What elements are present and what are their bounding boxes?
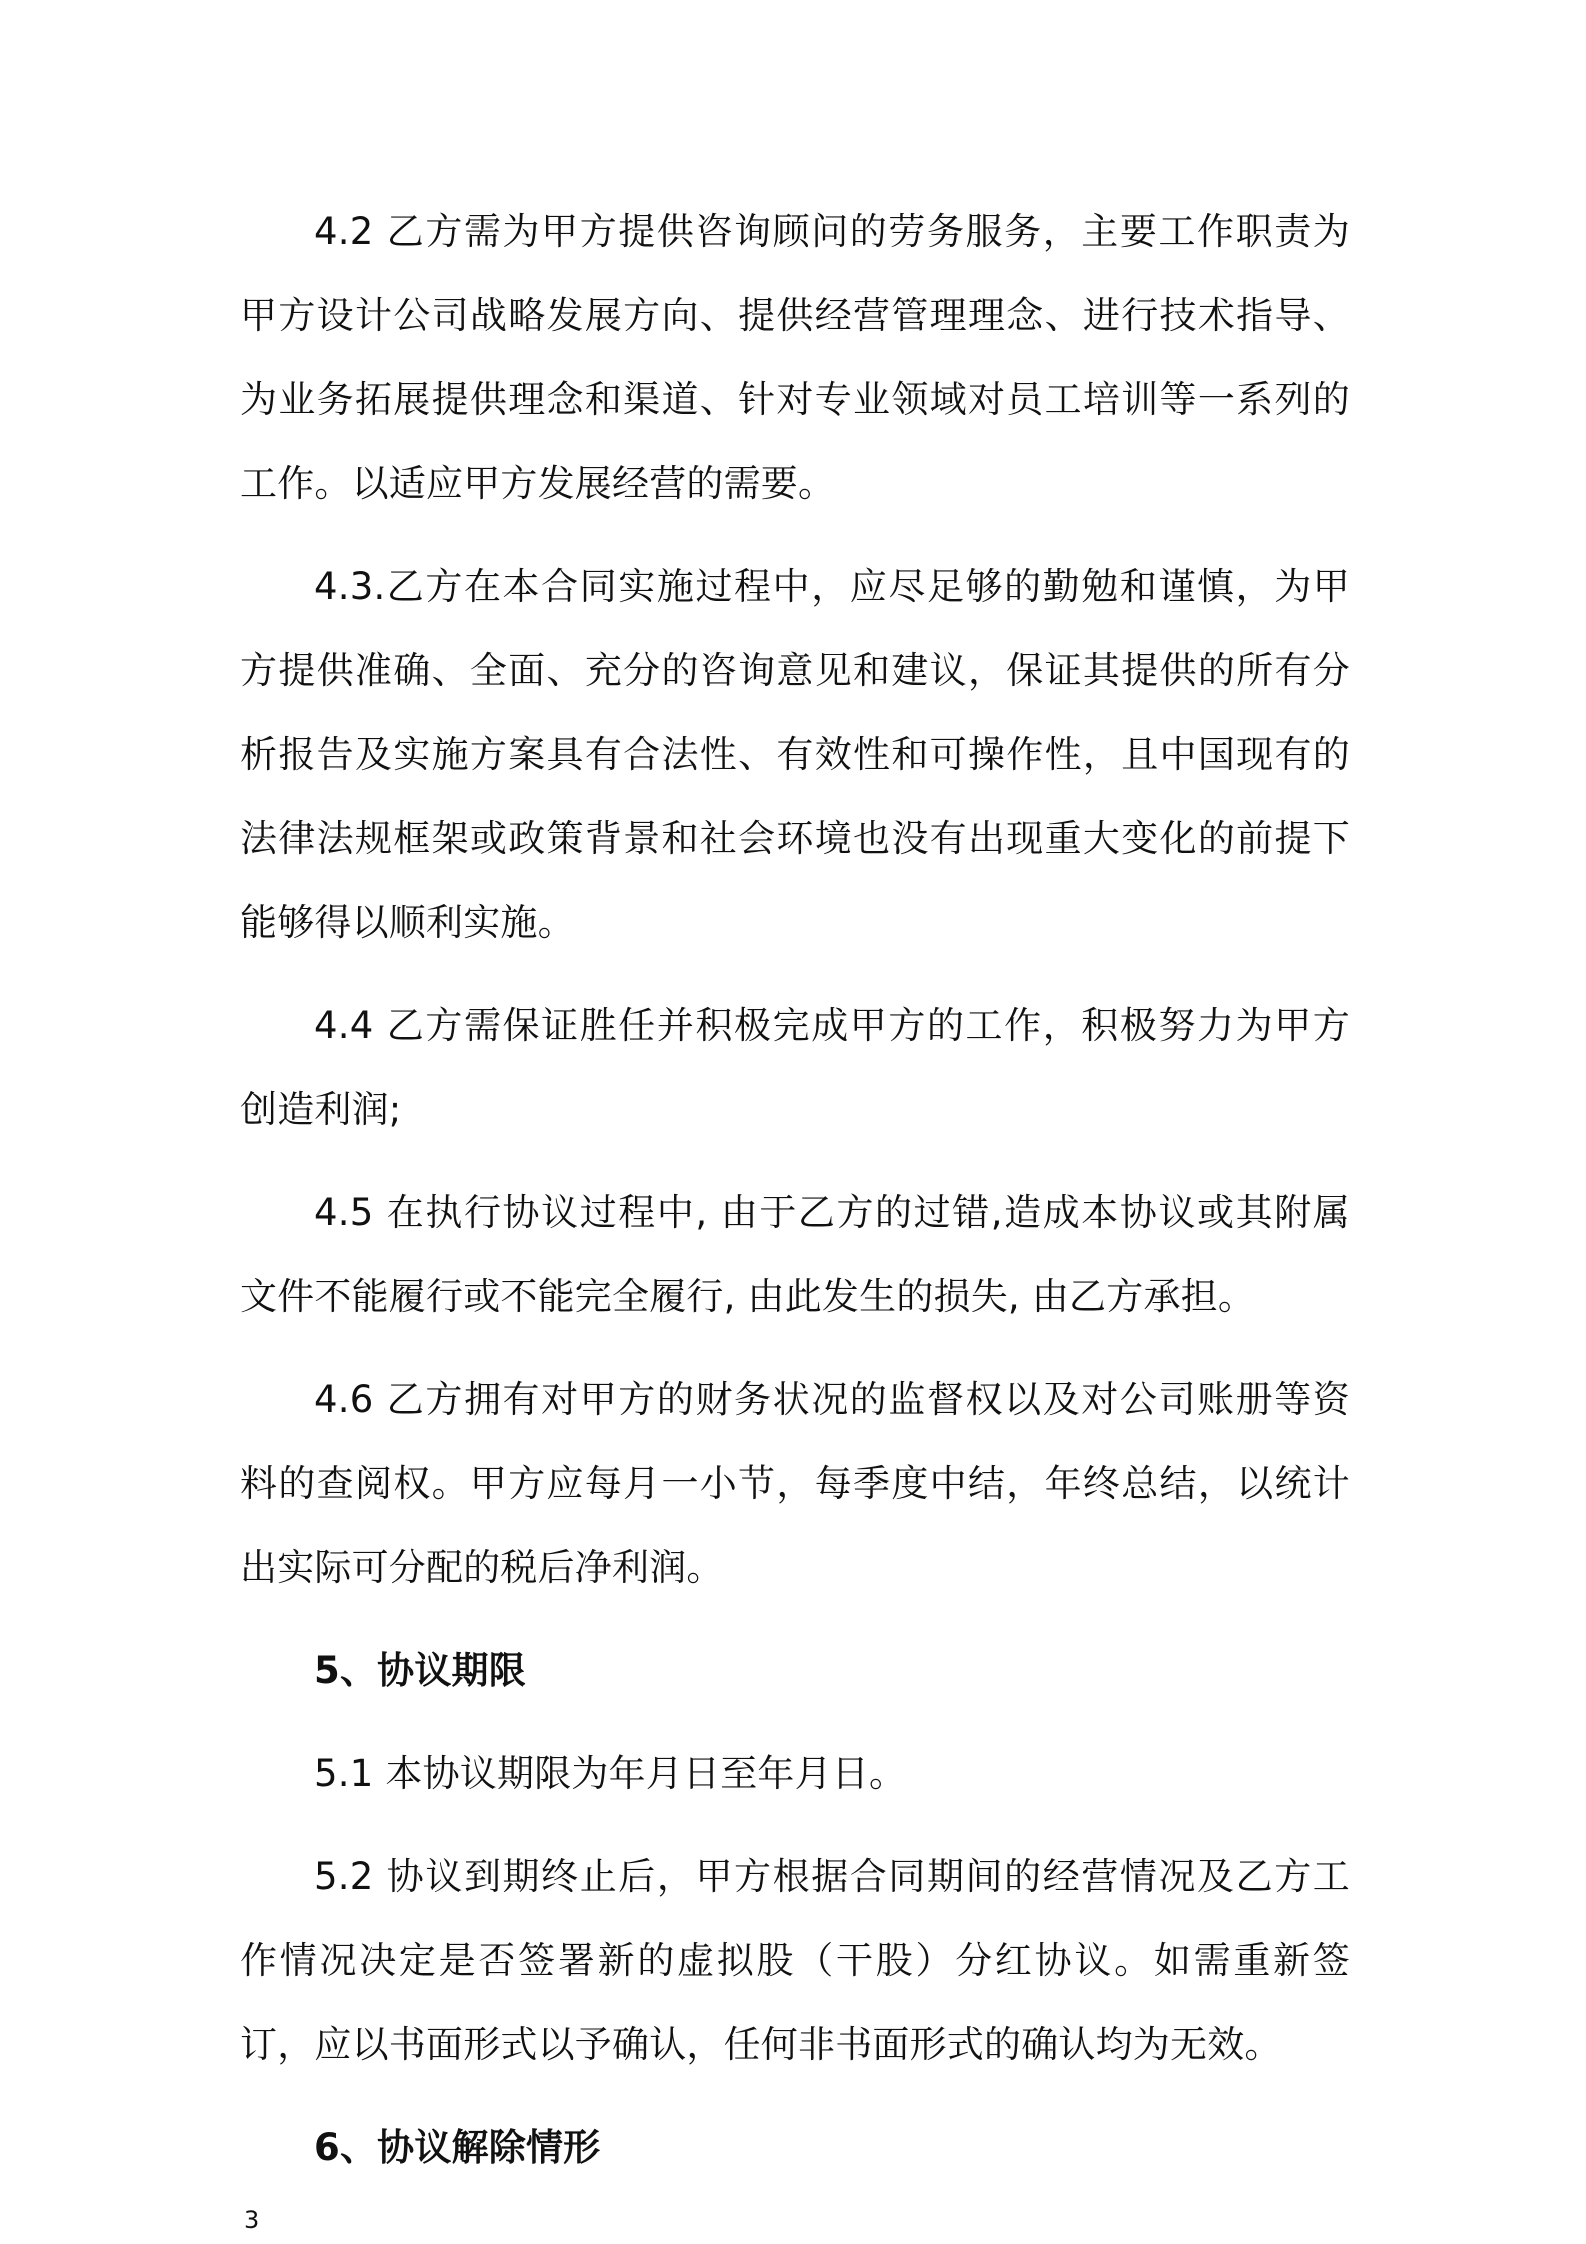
- clause-4-5: 4.5 在执行协议过程中, 由于乙方的过错,造成本协议或其附属文件不能履行或不能完全履行, 由此发生的损失, 由乙方承担。: [240, 1191, 1350, 1318]
- clause-4-2: 4.2 乙方需为甲方提供咨询顾问的劳务服务，主要工作职责为甲方设计公司战略发展方向、提供经营管理理念、进行技术指导、为业务拓展提供理念和渠道、针对专业领域对员工培训等一系列的工作。以适应甲方发展经营的需要。: [240, 210, 1350, 505]
- clause-4-6: 4.6 乙方拥有对甲方的财务状况的监督权以及对公司账册等资料的查阅权。甲方应每月一小节，每季度中结，年终总结，以统计出实际可分配的税后净利润。: [240, 1378, 1350, 1589]
- clause-5-1: 5.1 本协议期限为年月日至年月日。: [314, 1752, 907, 1795]
- section-6-heading: 6、协议解除情形: [314, 2126, 601, 2169]
- document-body: [240, 190, 1350, 2209]
- section-5-heading: 5、协议期限: [314, 1649, 526, 1692]
- page-number: 3: [244, 2206, 260, 2234]
- clause-5-2: 5.2 协议到期终止后，甲方根据合同期间的经营情况及乙方工作情况决定是否签署新的虚拟股（干股）分红协议。如需重新签订，应以书面形式以予确认，任何非书面形式的确认均为无效。: [240, 1855, 1350, 2066]
- clause-4-3: 4.3.乙方在本合同实施过程中，应尽足够的勤勉和谨慎，为甲方提供准确、全面、充分的咨询意见和建议，保证其提供的所有分析报告及实施方案具有合法性、有效性和可操作性，且中国现有的法律法规框架或政策背景和社会环境也没有出现重大变化的前提下能够得以顺利实施。: [240, 565, 1350, 944]
- clause-4-4: 4.4 乙方需保证胜任并积极完成甲方的工作，积极努力为甲方创造利润;: [240, 1004, 1350, 1131]
